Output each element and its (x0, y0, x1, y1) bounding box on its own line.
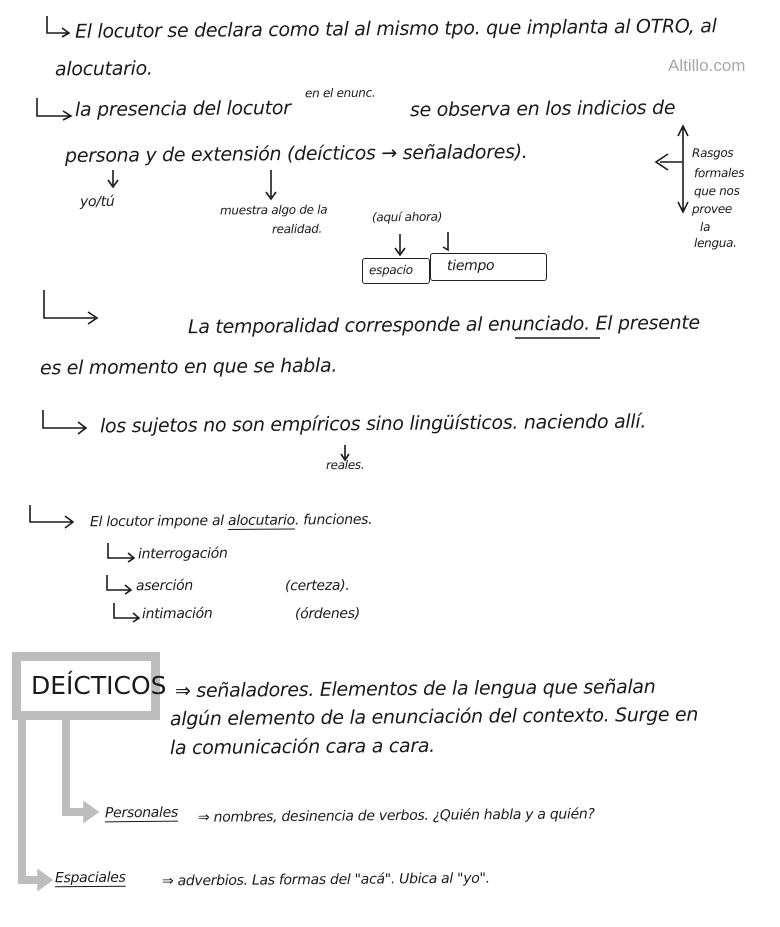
note-text: El locutor impone al (89, 513, 224, 531)
watermark: Altillo.com (668, 56, 746, 75)
note-annotation: yo/tú (79, 193, 115, 211)
function-item: aserción (135, 577, 193, 595)
note-annotation: formales (693, 165, 745, 181)
function-note: (órdenes) (294, 605, 360, 623)
personales-heading: Personales (104, 804, 178, 822)
gray-arrow-personales (66, 712, 88, 812)
espacio-box (362, 258, 430, 284)
note-line: se observa en los indicios de (409, 96, 676, 122)
note-annotation: en el enunc. (304, 85, 376, 101)
note-line: los sujetos no son empíricos sino lingüísticos. naciendo allí. (99, 410, 647, 438)
arrow-icon (47, 16, 69, 37)
tiempo-box (430, 253, 547, 281)
arrow-icon (107, 575, 131, 594)
note-line: El locutor se declara como tal al mismo tpo. que implanta al OTRO, al (74, 15, 717, 43)
arrow-icon (30, 505, 73, 528)
note-line: es el momento en que se habla. (39, 354, 338, 380)
note-annotation: que nos (693, 183, 740, 199)
note-line: persona y de extensión (deícticos → señaladores). (64, 140, 528, 168)
function-note: (certeza). (284, 577, 350, 595)
down-arrow-icon (395, 234, 405, 255)
note-line: la comunicación cara a cara. (169, 734, 435, 760)
deicticos-box: DEÍCTICOS (12, 652, 160, 720)
double-arrow-icon (678, 126, 688, 212)
note-line (90, 512, 372, 530)
note-annotation: provee (691, 201, 733, 217)
espaciales-definition: ⇒ adverbios. Las formas del "acá". Ubica al "yo". (161, 870, 490, 890)
note-annotation: muestra algo de la (219, 202, 328, 218)
left-arrow-icon (656, 154, 682, 170)
function-item: interrogación (137, 545, 228, 563)
down-arrow-icon (266, 170, 276, 199)
note-line: alocutario. (54, 57, 153, 81)
espacio-label: espacio (368, 262, 413, 278)
arrow-icon (108, 543, 134, 562)
down-arrow-icon (443, 232, 448, 250)
arrow-icon (37, 98, 71, 120)
note-annotation: la (699, 219, 711, 235)
note-line: ⇒ señaladores. Elementos de la lengua que señalan (174, 675, 656, 703)
function-item: intimación (141, 605, 213, 623)
note-text: La temporalidad corresponde al (187, 313, 483, 339)
note-line: la presencia del locutor (74, 97, 291, 121)
personales-definition: ⇒ nombres, desinencia de verbos. ¿Quién habla y a quién? (197, 806, 595, 826)
note-annotation: Rasgos (691, 145, 734, 161)
note-text: . funciones. (294, 511, 373, 529)
note-text-underlined: alocutario (227, 512, 295, 530)
arrow-icon (114, 603, 139, 622)
arrow-icon (43, 410, 86, 434)
espaciales-heading: Espaciales (54, 869, 126, 887)
note-line (188, 312, 700, 338)
note-line: algún elemento de la enunciación del contexto. Surge en (169, 703, 699, 731)
gray-arrow-espaciales (22, 712, 42, 880)
tiempo-label: tiempo (446, 257, 495, 275)
note-annotation: reales. (325, 457, 365, 473)
note-annotation: (aquí ahora) (371, 209, 443, 225)
arrow-icon (44, 290, 97, 324)
down-arrow-icon (108, 170, 118, 187)
note-text: . El presente (583, 311, 700, 335)
note-annotation: realidad. (271, 221, 323, 237)
note-text-underlined: enunciado (487, 312, 585, 336)
note-annotation: lengua. (693, 235, 737, 251)
